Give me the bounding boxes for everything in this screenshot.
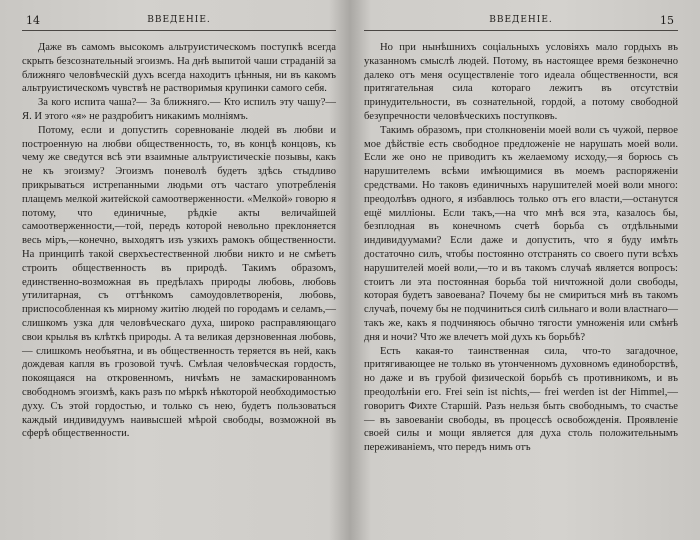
paragraph: Такимъ образомъ, при столкновеніи моей воли съ чужой, первое мое дѣйствіе есть свободное предложеніе не нарушать моей воли. Если же оно не приводитъ къ желаемому исходу,—я борюсь съ нарушителемъ всѣми имѣющимися въ моемъ распоряженіи средствами. Но таковъ единичныхъ нарушителей моей воли много: преодолѣвъ одного, я избавлюсь только отъ его власти,—останутся ещё милліоны. Если такъ,—на что мнѣ вся эта, казалось бы, безплодная въ конечномъ счетѣ борьба съ отдѣльными индивидуумами? Если даже и допустить, что я буду имѣть достаточно силъ, чтобы постоянно отстранять со своего пути всѣхъ нарушителей моей воли,—то и въ такомъ случаѣ является вопросъ: стоитъ ли эта постоянная борьба той ничтожной доли свободы, которая будетъ завоевана? Почему бы не смириться мнѣ въ такомъ случаѣ, почему бы не подчиниться силѣ сильнаго и воли властнаго—такъ же, какъ я подчиняюсь обычно тягости умноженія или смѣнѣ дня и ночи? Что же влечетъ мой духъ къ борьбѣ? bbox=[364, 124, 678, 343]
right-page bbox=[350, 0, 700, 540]
right-page-body bbox=[364, 41, 678, 455]
paragraph: За кого испита чаша?— За ближняго.— Кто испилъ эту чашу?— Я. И этого «я» не раздробитъ никакимъ молніямъ. bbox=[22, 97, 336, 122]
paragraph: Потому, если и допустить соревнованіе людей въ любви и построенную на любви общественность, то, въ концѣ концовъ, къ чему же сведутся всѣ эти взаимные альтруистическіе позывы, какъ не къ эгоизму? Эгоизмъ поневолѣ будетъ здѣсь стыдливо прикрываться истрепанными людьми отъ частаго употребленія плащемъ мелкой житейской самоотверженности. «Мелкой» говорю я потому, что единичные, рѣдкіе акты величайшей самоотверженности,—той, передъ которой невольно преклоняется весь міръ,—конечно, выходятъ изъ узкихъ рамокъ общественности. На принципѣ такой сверхъестественной любви никто и не смѣетъ строить общественность въ природѣ. Такимъ образомъ, единственно-возможная въ предѣлахъ природы любовь, любовь утилитарная, съ оттѣнкомъ самоудовлетворенія, любовь, приспособленная къ мирному житію людей по городамъ и селамъ,—слишкомъ узка для человѣческаго духа, широко расправляющаго свои крылья въ клѣткѣ природы. А та великая дерзновенная любовь,— слишкомъ необъятна, и въ общественность теряется въ ней, какъ дождевая капля въ грозовой тучѣ. Смѣлая человѣческая гордость, покоящаяся на откровенномъ, ничѣмъ не замаскированномъ свободномъ эгоизмѣ, какъ разъ по мѣркѣ нѣкоторой необходимостью духу. Съ этой гордостью, и только съ нею, будетъ пользоваться каждый индивидуумъ наивысшей мѣрой свободы, возможной въ сферѣ общественности. bbox=[22, 124, 336, 440]
left-page-header bbox=[22, 14, 336, 31]
right-page-number: 15 bbox=[660, 14, 674, 27]
paragraph: Даже въ самомъ высокомъ альтруистическомъ поступкѣ всегда скрыть безсознательный эгоизмъ. На днѣ выпитой чаши страданій за ближняго человѣческій духъ всегда находитъ цѣнныя, ни въ какомъ альтруистическомъ чувствѣ не растворимыя крупинки самого себя. bbox=[22, 42, 336, 95]
left-running-head: ВВЕДЕНІЕ. bbox=[147, 15, 211, 25]
paragraph: Но при нынѣшнихъ соціальныхъ условіяхъ мало гордыхъ въ указанномъ смыслѣ людей. Потому, въ настоящее время безконечно далеко отъ меня осуществленіе того идеала общественности, вся притягательная сила котораго лежитъ въ отсутствіи принудительности, въ сознательной, гордой, а потому свободной безупречности человѣческихъ поступковъ. bbox=[364, 42, 678, 122]
right-page-header bbox=[364, 14, 678, 31]
right-running-head: ВВЕДЕНІЕ. bbox=[489, 15, 553, 25]
left-page-body bbox=[22, 41, 336, 441]
left-page-number: 14 bbox=[26, 14, 40, 27]
paragraph: Есть какая-то таинственная сила, что-то загадочное, притягивающее не только въ утонченномъ духовномъ единоборствѣ, но даже и въ грубой физической борьбѣ съ противникомъ, и въ преодолѣніи его. Frei sein ist nichts,— frei werden ist der Himmel,— говоритъ Фихте Старшій. Разъ нельзя быть свободнымъ, то счастье— въ завоеваніи свободы, въ процессѣ освобожденія. Проявленіе своей силы и мощи является для духа столь положительнымъ переживаніемъ, что передъ нимъ отъ bbox=[364, 345, 678, 454]
